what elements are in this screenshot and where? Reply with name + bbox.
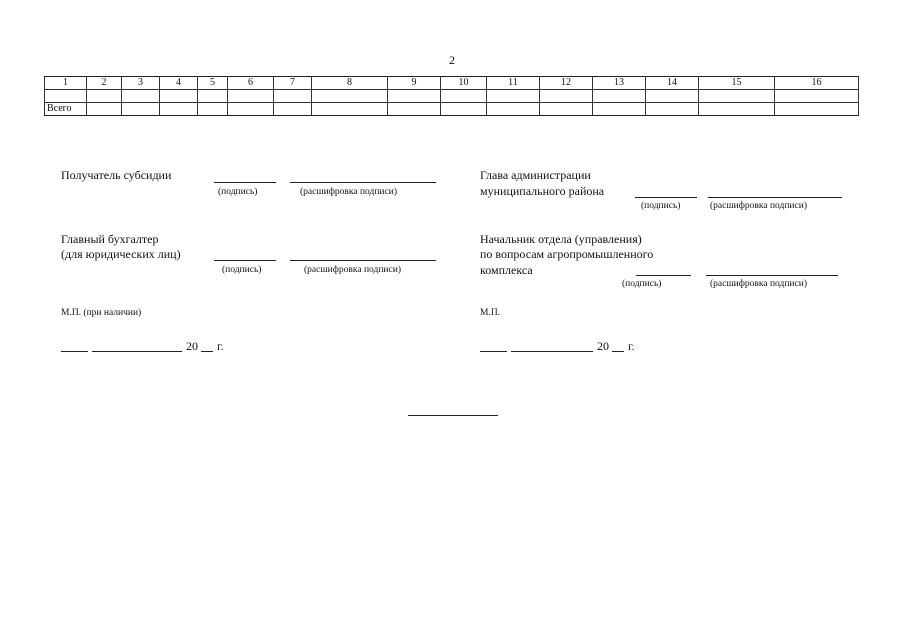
column-header: 11 — [487, 77, 540, 90]
column-header: 12 — [540, 77, 593, 90]
table-cell — [87, 90, 122, 103]
date-month-line-left — [92, 351, 182, 352]
table-cell — [593, 90, 646, 103]
table-cell — [699, 90, 775, 103]
closing-separator — [408, 415, 498, 416]
column-header: 13 — [593, 77, 646, 90]
head-admin-sublabel: муниципального района — [480, 184, 605, 198]
chief-accountant-sign-caption: (подпись) — [222, 265, 262, 275]
table-cell — [441, 103, 487, 116]
chief-accountant-decode-caption: (расшифровка подписи) — [304, 265, 401, 275]
data-table — [44, 76, 859, 116]
date-year-right: 20 — [597, 339, 609, 353]
table-cell — [540, 90, 593, 103]
table-cell — [775, 103, 859, 116]
column-header: 3 — [122, 77, 160, 90]
table-cell — [646, 103, 699, 116]
chief-accountant-label: Главный бухгалтер — [61, 232, 159, 246]
date-day-line-left — [61, 351, 88, 352]
table-row-empty — [45, 90, 859, 103]
column-header: 4 — [160, 77, 198, 90]
recipient-decode-caption: (расшифровка подписи) — [300, 187, 397, 197]
head-admin-label: Глава администрации — [480, 168, 591, 182]
recipient-label: Получатель субсидии — [61, 168, 172, 182]
table-header-row — [45, 77, 859, 90]
head-admin-sign-line — [635, 197, 697, 198]
dept-head-decode-caption: (расшифровка подписи) — [710, 279, 807, 289]
table-cell — [198, 103, 228, 116]
date-year-line-right — [612, 351, 624, 352]
table-cell — [487, 103, 540, 116]
chief-accountant-sign-line — [214, 260, 276, 261]
table-cell — [228, 103, 274, 116]
column-header: 15 — [699, 77, 775, 90]
recipient-sign-line — [214, 182, 276, 183]
table-row-total — [45, 103, 859, 116]
recipient-sign-caption: (подпись) — [218, 187, 258, 197]
column-header: 2 — [87, 77, 122, 90]
dept-head-decode-line — [706, 275, 838, 276]
stamp-left: М.П. (при наличии) — [61, 308, 142, 318]
table-cell — [699, 103, 775, 116]
head-admin-decode-caption: (расшифровка подписи) — [710, 201, 807, 211]
column-header: 16 — [775, 77, 859, 90]
table-cell — [775, 90, 859, 103]
table-cell — [228, 90, 274, 103]
column-header: 14 — [646, 77, 699, 90]
table-cell — [388, 103, 441, 116]
date-month-line-right — [511, 351, 593, 352]
column-header: 8 — [312, 77, 388, 90]
table-cell — [312, 103, 388, 116]
head-admin-decode-line — [708, 197, 842, 198]
table-cell — [274, 90, 312, 103]
table-cell — [441, 90, 487, 103]
table-cell — [388, 90, 441, 103]
recipient-decode-line — [290, 182, 436, 183]
table-cell — [198, 90, 228, 103]
table-cell — [122, 90, 160, 103]
date-suffix-left: г. — [217, 339, 224, 353]
table-cell — [87, 103, 122, 116]
stamp-right: М.П. — [480, 308, 501, 318]
table-cell — [312, 90, 388, 103]
total-label: Всего — [45, 103, 87, 116]
column-header: 1 — [45, 77, 87, 90]
column-header: 9 — [388, 77, 441, 90]
table-cell — [45, 90, 87, 103]
table-cell — [122, 103, 160, 116]
table-cell — [160, 90, 198, 103]
chief-accountant-sublabel: (для юридических лиц) — [61, 247, 181, 261]
table-cell — [540, 103, 593, 116]
date-year-left: 20 — [186, 339, 198, 353]
table-cell — [274, 103, 312, 116]
date-year-line-left — [201, 351, 213, 352]
table-cell — [487, 90, 540, 103]
table-cell — [160, 103, 198, 116]
table-cell — [646, 90, 699, 103]
table-cell — [593, 103, 646, 116]
dept-head-sublabel-2: комплекса — [480, 263, 533, 277]
column-header: 10 — [441, 77, 487, 90]
page-number: 2 — [449, 53, 455, 67]
chief-accountant-decode-line — [290, 260, 436, 261]
head-admin-sign-caption: (подпись) — [641, 201, 681, 211]
dept-head-sublabel-1: по вопросам агропромышленного — [480, 247, 654, 261]
date-day-line-right — [480, 351, 507, 352]
dept-head-sign-line — [636, 275, 691, 276]
column-header: 7 — [274, 77, 312, 90]
dept-head-sign-caption: (подпись) — [622, 279, 662, 289]
column-header: 6 — [228, 77, 274, 90]
column-header: 5 — [198, 77, 228, 90]
date-suffix-right: г. — [628, 339, 635, 353]
dept-head-label: Начальник отдела (управления) — [480, 232, 642, 246]
